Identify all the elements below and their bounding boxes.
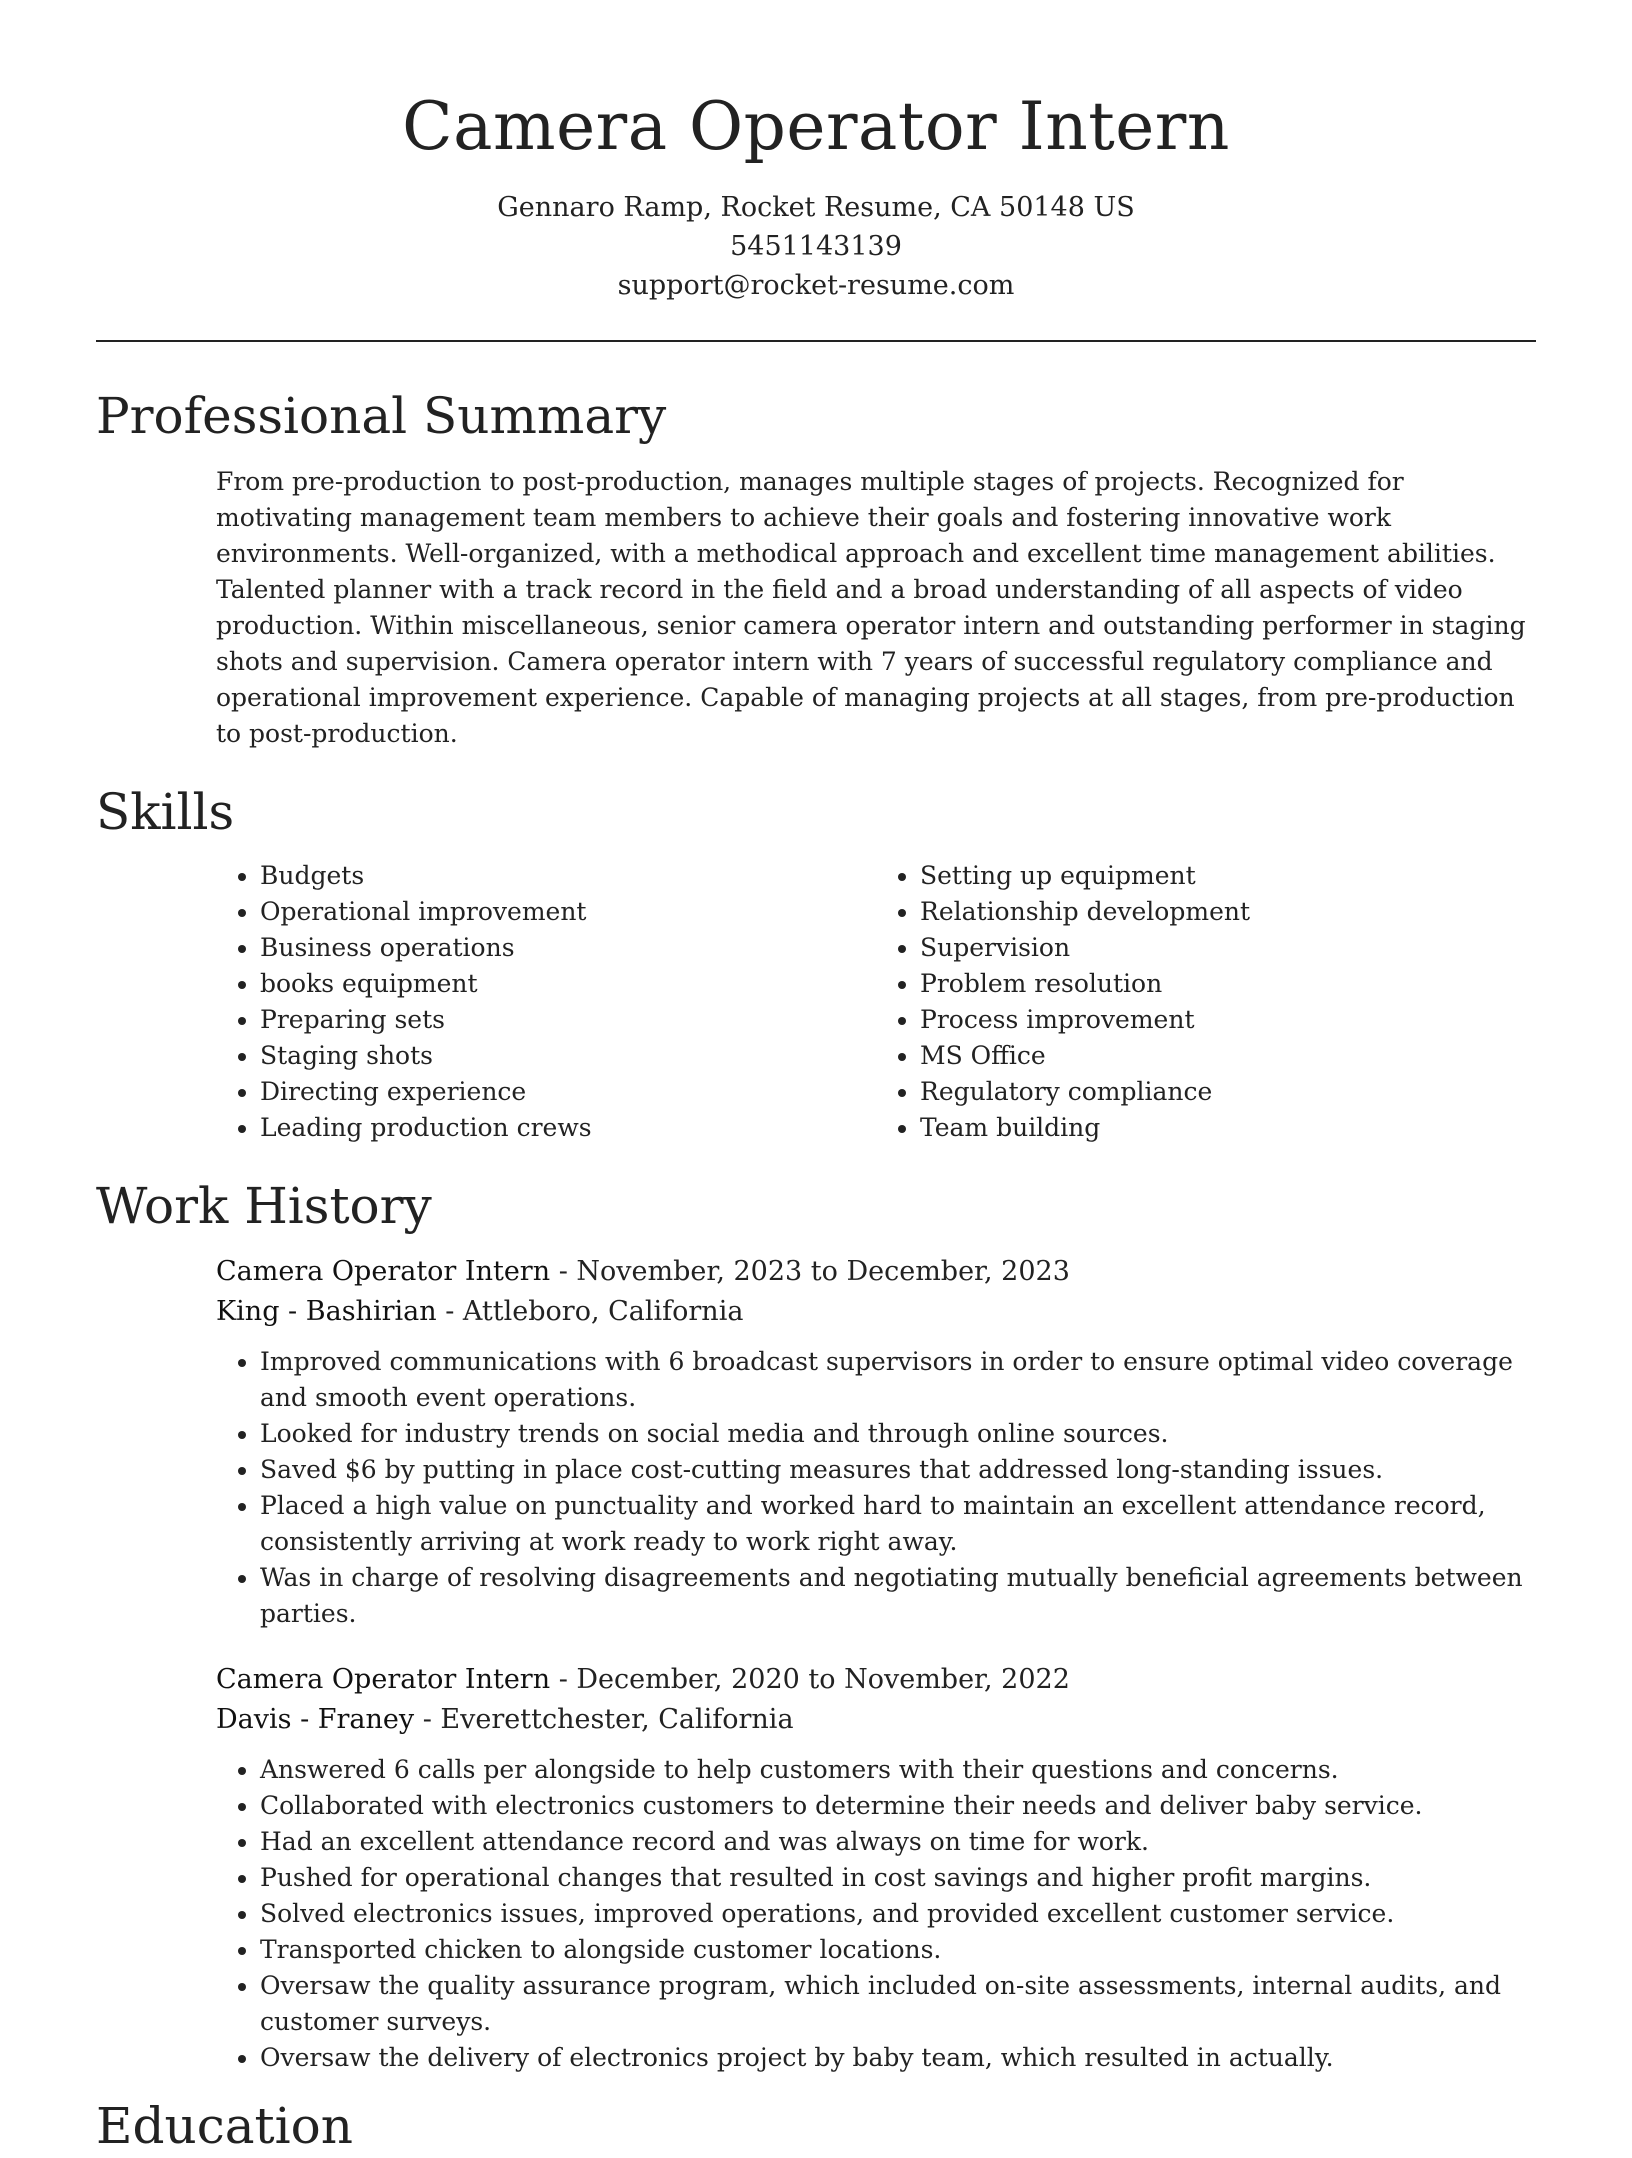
skill-item: • Preparing sets [260,1002,876,1038]
job-bullet: • Transported chicken to alongside customer locations. [260,1932,1536,1968]
contact-email: support@rocket-resume.com [617,270,1015,301]
job-title: Camera Operator Intern [216,1664,551,1695]
job-company: Davis - Franey [216,1704,415,1735]
resume-header [96,0,1536,305]
job-dates: - December, 2020 to November, 2022 [550,1664,1070,1695]
skill-item: • Leading production crews [260,1110,876,1146]
summary-text: From pre-production to post-production, manages multiple stages of projects. Recognized for motivating management team members to achieve their goals and fostering innovative work environments. Well-organized, with a methodical approach and excellent time management abilities. Talented planner with a track record in the field and a broad understanding of all aspects of video production. Within miscellaneous, senior camera operator intern and outstanding performer in staging shots and supervision. Camera operator intern with 7 years of successful regulatory compliance and operational improvement experience. Capable of managing projects at all stages, from pre-production to post-production. [216,467,1526,748]
job-bullet: • Placed a high value on punctuality and worked hard to maintain an excellent attendance record, consistently arriving at work ready to work right away. [260,1488,1536,1560]
skill-item: • Team building [920,1110,1536,1146]
job-location: - Attleboro, California [436,1296,744,1327]
job-bullet: • Was in charge of resolving disagreements and negotiating mutually beneficial agreements between parties. [260,1560,1536,1632]
work-history-heading: Work History [96,1177,432,1235]
skill-item: • MS Office [920,1038,1536,1074]
job-bullet: • Solved electronics issues, improved operations, and provided excellent customer service. [260,1896,1536,1932]
skill-item: • Regulatory compliance [920,1074,1536,1110]
job-company: King - Bashirian [216,1296,437,1327]
skill-item: • Staging shots [260,1038,876,1074]
job-bullet: • Collaborated with electronics customers to determine their needs and deliver baby service. [260,1788,1536,1824]
job-title-line [216,1660,1536,1700]
skills-list [216,858,1536,1146]
job-bullet: • Had an excellent attendance record and was always on time for work. [260,1824,1536,1860]
job-bullet: • Saved $6 by putting in place cost-cutting measures that addressed long-standing issues. [260,1452,1536,1488]
job-bullets [216,1344,1536,1632]
skill-item: • Business operations [260,930,876,966]
skill-item: • Problem resolution [920,966,1536,1002]
job-bullet: • Looked for industry trends on social media and through online sources. [260,1416,1536,1452]
skill-item: • Relationship development [920,894,1536,930]
job-location: - Everettchester, California [414,1704,794,1735]
job-bullet: • Oversaw the quality assurance program, which included on-site assessments, internal audits, and customer surveys. [260,1968,1536,2040]
job-title-line [216,1252,1536,1292]
summary-heading: Professional Summary [96,387,667,445]
resume-page [96,0,1536,2158]
job-bullets [216,1752,1536,2076]
job-bullet: • Oversaw the delivery of electronics project by baby team, which resulted in actually. [260,2040,1536,2076]
job-bullet: • Answered 6 calls per alongside to help customers with their questions and concerns. [260,1752,1536,1788]
job-bullet: • Pushed for operational changes that resulted in cost savings and higher profit margins. [260,1860,1536,1896]
job-company-line [216,1700,1536,1740]
job-company-line [216,1292,1536,1332]
skills-heading: Skills [96,783,235,841]
contact-phone: 5451143139 [730,231,902,262]
summary-section [216,464,1536,752]
header-divider [96,340,1536,342]
skills-column-right [876,858,1536,1146]
contact-address: Gennaro Ramp, Rocket Resume, CA 50148 US [497,192,1135,223]
job-title: Camera Operator Intern [216,1256,551,1287]
skills-column-left [216,858,876,1146]
skill-item: • Budgets [260,858,876,894]
skill-item: • Operational improvement [260,894,876,930]
job-entry [216,1660,1536,2076]
job-entry [216,1252,1536,1632]
education-heading: Education [96,2097,353,2155]
job-dates: - November, 2023 to December, 2023 [550,1256,1070,1287]
skill-item: • Directing experience [260,1074,876,1110]
skill-item: • Setting up equipment [920,858,1536,894]
resume-name: Camera Operator Intern [402,88,1230,165]
skill-item: • Process improvement [920,1002,1536,1038]
job-bullet: • Improved communications with 6 broadcast supervisors in order to ensure optimal video coverage and smooth event operations. [260,1344,1536,1416]
skill-item: • Supervision [920,930,1536,966]
skill-item: • books equipment [260,966,876,1002]
